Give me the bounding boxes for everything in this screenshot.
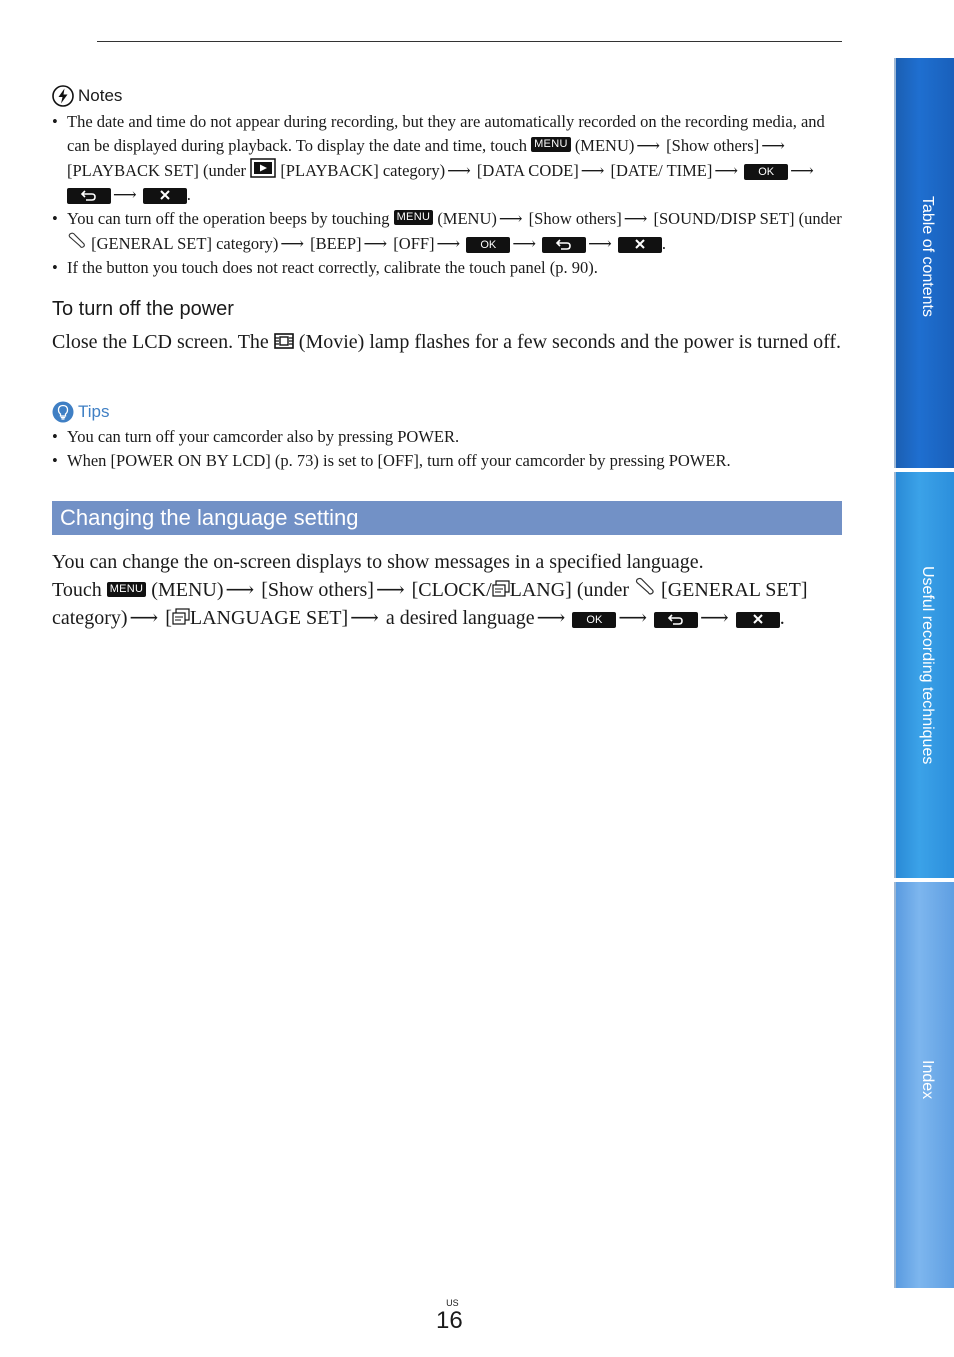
ok-button-icon: OK xyxy=(744,164,788,180)
menu-button-icon: MENU xyxy=(394,210,434,225)
arrow-icon: ⟶ xyxy=(350,607,379,629)
arrow-icon: ⟶ xyxy=(129,607,159,629)
language-section-heading: Changing the language setting xyxy=(52,501,842,535)
playback-icon xyxy=(250,158,276,178)
page-number-value: 16 xyxy=(436,1307,463,1334)
arrow-icon: ⟶ xyxy=(623,209,648,228)
page-number xyxy=(436,1298,463,1334)
note-item-date-time: • The date and time do not appear during recording, but they are automatically recorded on the recording media, and can be displayed during playback. To display the date and time, touch MENU (MENU) ⟶ [Show others] ⟶ [PLAYBACK SET] (under [PLAYBACK] category) ⟶ [DATA CODE] ⟶ [DATE/ TIME] ⟶ OK ⟶ ⟶ . xyxy=(52,110,842,207)
arrow-icon: ⟶ xyxy=(447,161,471,180)
arrow-icon: ⟶ xyxy=(225,579,255,601)
notes-heading-label: Notes xyxy=(78,86,123,105)
sidebar-tab-toc-label: Table of contents xyxy=(919,196,936,317)
wrench-icon xyxy=(67,231,87,251)
close-button-icon xyxy=(618,237,662,253)
tips-heading xyxy=(52,401,110,423)
arrow-icon: ⟶ xyxy=(714,161,739,180)
arrow-icon: ⟶ xyxy=(113,185,137,204)
arrow-icon: ⟶ xyxy=(580,161,605,180)
arrow-icon: ⟶ xyxy=(636,136,661,155)
power-heading: To turn off the power xyxy=(52,298,234,320)
sidebar-tab-useful-label: Useful recording techniques xyxy=(919,566,936,765)
sidebar-tab-index[interactable] xyxy=(894,882,954,1288)
menu-button-icon: MENU xyxy=(107,582,147,597)
arrow-icon: ⟶ xyxy=(512,234,536,253)
notes-list xyxy=(52,110,842,280)
wrench-icon xyxy=(634,576,656,598)
note-item-beeps: • You can turn off the operation beeps by touching MENU (MENU) ⟶ [Show others] ⟶ [SOUND/DISP SET] (under [GENERAL SET] category) ⟶ [BEEP] ⟶ [OFF] ⟶ OK ⟶ ⟶ . xyxy=(52,207,842,256)
arrow-icon: ⟶ xyxy=(363,234,388,253)
notes-heading xyxy=(52,85,122,107)
language-icon xyxy=(172,608,190,626)
sidebar-tab-useful-recording[interactable] xyxy=(894,472,954,878)
close-button-icon xyxy=(736,612,780,628)
arrow-icon: ⟶ xyxy=(375,579,405,601)
movie-icon xyxy=(274,332,294,350)
language-steps: Touch MENU (MENU) ⟶ [Show others] ⟶ [CLOCK/ LANG] (under [GENERAL SET] category) ⟶ [ LANGUAGE SET] ⟶ a desired language ⟶ OK ⟶ ⟶ . xyxy=(52,576,842,632)
sidebar-tab-index-label: Index xyxy=(919,1060,936,1100)
arrow-icon: ⟶ xyxy=(536,607,566,629)
notes-caution-icon xyxy=(52,85,74,107)
language-body xyxy=(52,548,842,632)
arrow-icon: ⟶ xyxy=(436,234,461,253)
arrow-icon: ⟶ xyxy=(790,161,814,180)
power-body: Close the LCD screen. The (Movie) lamp flashes for a few seconds and the power is turned off. xyxy=(52,331,842,353)
language-icon xyxy=(492,580,510,598)
return-button-icon xyxy=(542,237,586,253)
ok-button-icon: OK xyxy=(572,612,616,628)
return-button-icon xyxy=(654,612,698,628)
arrow-icon: ⟶ xyxy=(761,136,785,155)
arrow-icon: ⟶ xyxy=(280,234,305,253)
language-intro: You can change the on-screen displays to show messages in a specified language. xyxy=(52,551,704,573)
note-item-calibrate: • If the button you touch does not react correctly, calibrate the touch panel (p. 90). xyxy=(52,256,842,280)
page-region-label: US xyxy=(446,1298,459,1308)
close-button-icon xyxy=(143,188,187,204)
ok-button-icon: OK xyxy=(466,237,510,253)
top-rule xyxy=(97,41,842,42)
tip-item-power: • You can turn off your camcorder also by pressing POWER. xyxy=(52,425,842,449)
tip-item-lcd: • When [POWER ON BY LCD] (p. 73) is set to [OFF], turn off your camcorder by pressing POWER. xyxy=(52,449,842,473)
tips-lightbulb-icon xyxy=(52,401,74,423)
menu-button-icon: MENU xyxy=(531,137,571,152)
arrow-icon: ⟶ xyxy=(700,607,729,629)
arrow-icon: ⟶ xyxy=(498,209,523,228)
tips-heading-label: Tips xyxy=(78,402,110,421)
tips-list xyxy=(52,425,842,473)
arrow-icon: ⟶ xyxy=(618,607,648,629)
sidebar-tab-table-of-contents[interactable] xyxy=(894,58,954,468)
return-button-icon xyxy=(67,188,111,204)
arrow-icon: ⟶ xyxy=(588,234,612,253)
